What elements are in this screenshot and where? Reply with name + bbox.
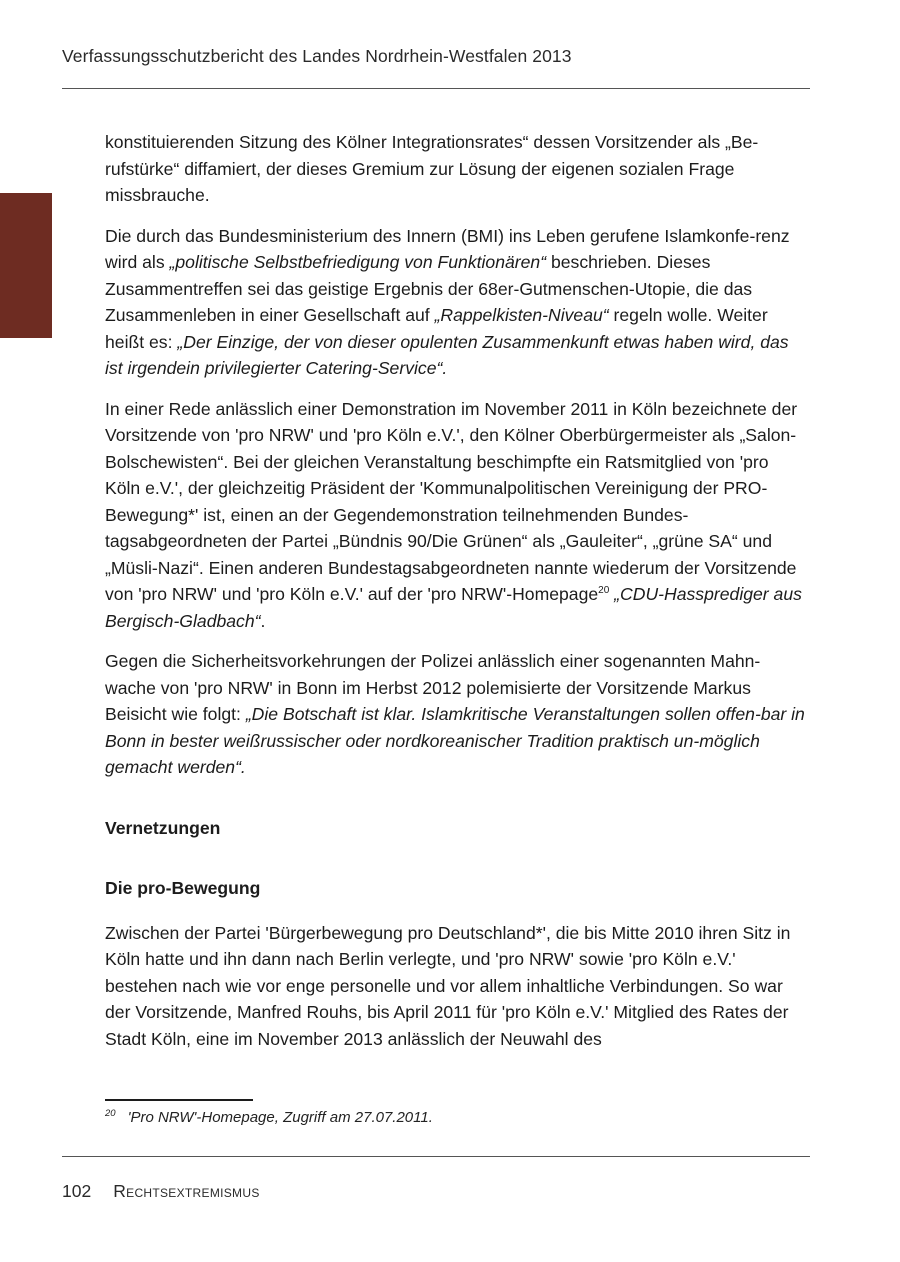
text-run: Zusammentreffen sei das geistige Ergebnis der 68er-Gutmenschen-Utopie, die das: [105, 278, 753, 299]
quoted-text: „CDU-: [614, 584, 665, 604]
running-header-title: Verfassungsschutzbericht des Landes Nordrhein-Westfalen 2013: [62, 46, 572, 66]
quoted-text: „politische Selbstbefriedigung von Funktionären“: [169, 252, 547, 272]
quoted-text: das ist irgendein privilegierter Catering-Service“.: [105, 331, 789, 378]
text-run: Vorsitzende von 'pro NRW' und 'pro Köln e.V.' auf der 'pro NRW'-Homepage: [105, 557, 797, 604]
text-run: Beisicht wie folgt:: [105, 704, 246, 724]
text-run: rufstürke“ diffamiert, der dieses Gremium zur Lösung der eigenen sozialen Frage: [105, 158, 735, 179]
text-run: „Salon-Bolschewisten“. Bei der gleichen Veranstaltung beschimpfte ein Ratsmitglied: [105, 425, 797, 472]
page-number: 102: [62, 1181, 92, 1201]
footnote-text: 'Pro NRW'-Homepage, Zugriff am 27.07.2011.: [127, 1109, 433, 1126]
footnote-ref: 20: [598, 585, 610, 597]
text-run: wache von 'pro NRW' in Bonn im Herbst 2012 polemisierte der Vorsitzende Markus: [105, 677, 751, 698]
section-heading-pro-bewegung: Die pro-Bewegung: [105, 878, 261, 898]
quoted-text: Hassprediger aus Bergisch-Gladbach“: [105, 584, 802, 631]
page-footer: [62, 1181, 260, 1202]
text-run: Die durch das Bundesministerium des Innern (BMI) ins Leben gerufene Islamkonfe-: [105, 225, 756, 246]
quoted-text: „Die Botschaft ist klar. Islamkritische Veranstaltungen sollen offen-: [245, 704, 761, 724]
text-run: von 'pro Köln e.V.', der gleichzeitig Präsident der 'Kommunalpolitischen Vereinigung: [105, 451, 769, 498]
text-run: der PRO-Bewegung*' ist, einen an der Gegendemonstration teilnehmenden Bundes-: [105, 478, 768, 525]
text-run: tagsabgeordneten der Partei „Bündnis 90/Die Grünen“ als „Gauleiter“, „grüne SA“: [105, 531, 743, 551]
text-run: und „Müsli-Nazi“. Einen anderen Bundestagsabgeordneten nannte wiederum der: [105, 531, 772, 578]
main-text-column: [105, 129, 805, 1066]
text-run: In einer Rede anlässlich einer Demonstration im November 2011 in Köln bezeichnete: [105, 398, 772, 419]
footnote-number: 20: [105, 1108, 116, 1119]
footer-divider: [62, 1156, 810, 1157]
quoted-text: „Der Einzige, der von dieser opulenten Zusammenkunft etwas haben wird,: [177, 331, 761, 352]
paragraph-1: [105, 129, 805, 209]
section-heading-vernetzungen: Vernetzungen: [105, 817, 221, 838]
quoted-text: möglich gemacht werden“.: [105, 730, 760, 777]
text-run: renz wird als: [105, 225, 790, 272]
text-run: Gegen die Sicherheitsvorkehrungen der Polizei anlässlich einer sogenannten Mahn-: [105, 651, 761, 671]
chapter-side-tab: [0, 193, 52, 338]
text-run: missbrauche.: [105, 185, 210, 205]
text-run: der Vorsitzende von 'pro NRW' und 'pro Köln e.V.', den Kölner Oberbürgermeister als: [105, 398, 798, 445]
quoted-text: bar in Bonn in bester weißrussischer oder nordkoreanischer Tradition praktisch un-: [105, 704, 805, 751]
text-run: konstituierenden Sitzung des Kölner Integrationsrates“ dessen Vorsitzender als „Be-: [105, 132, 759, 152]
text-run: .: [260, 610, 266, 631]
paragraph-2: [105, 223, 805, 382]
section-title: Rechtsextremismus: [113, 1181, 260, 1201]
header-divider: [62, 88, 810, 89]
text-run: heißt es:: [105, 331, 178, 352]
quoted-text: „Rappelkisten-Niveau“: [434, 305, 609, 325]
paragraph-3: [105, 396, 805, 635]
text-run: beschrieben. Dieses: [546, 252, 711, 272]
footnote-20: [105, 1109, 433, 1126]
paragraph-4: [105, 648, 805, 781]
footnote-divider: [105, 1099, 253, 1101]
text-run: Zusammenleben in einer Gesellschaft auf: [105, 305, 435, 325]
text-run: regeln wolle. Weiter: [608, 305, 768, 325]
paragraph-5: Zwischen der Partei 'Bürgerbewegung pro Deutschland*', die bis Mitte 2010 ihren Sitz in Köln hatte und ihn dann nach Berlin verlegte, und 'pro NRW' sowie 'pro Köln e.V.' bestehen nach wie vor enge personelle und vor allem inhaltliche Verbindungen. So war der Vorsitzende, Manfred Rouhs, bis April 2011 für 'pro Köln e.V.' Mitglied des Rates der Stadt Köln, eine im November 2013 anlässlich der Neuwahl des: [105, 922, 791, 1049]
